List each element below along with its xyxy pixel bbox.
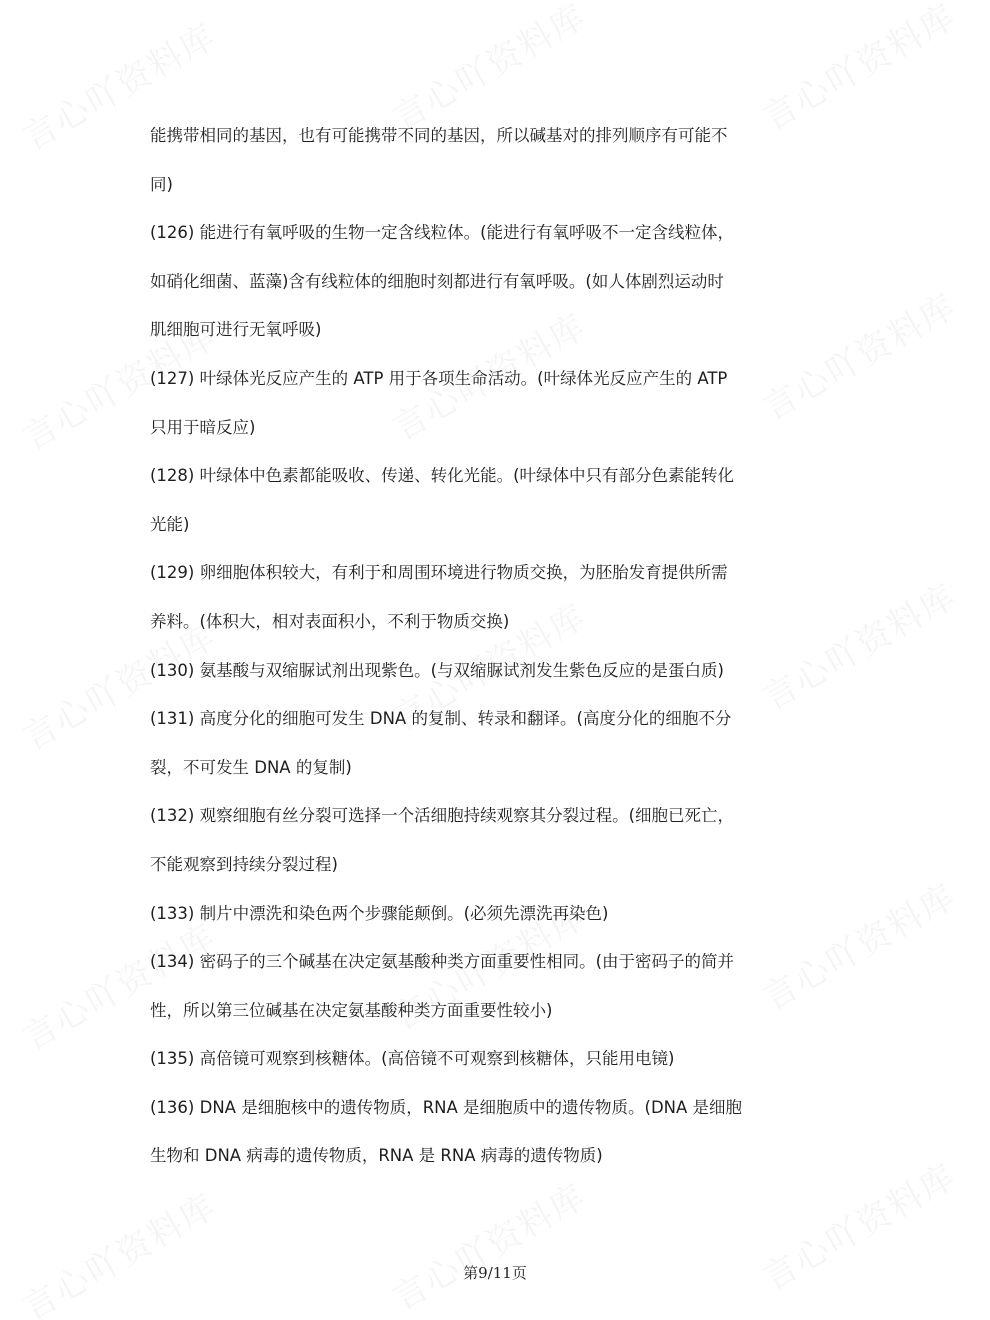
text-line: 养料。(体积大，相对表面积小，不利于物质交换) — [150, 611, 510, 631]
watermark — [382, 1169, 594, 1319]
page-number: 第9/11页 — [463, 1264, 527, 1282]
text-line: 如硝化细菌、蓝藻)含有线粒体的细胞时刻都进行有氧呼吸。(如人体剧烈运动时 — [150, 271, 724, 291]
text-line: 能携带相同的基因，也有可能携带不同的基因，所以碱基对的排列顺序有可能不 — [150, 126, 728, 145]
text-line: (134) 密码子的三个碱基在决定氨基酸种类方面重要性相同。(由于密码子的简并 — [150, 952, 735, 972]
text-line: (126) 能进行有氧呼吸的生物一定含线粒体。(能进行有氧呼吸不一定含线粒体， — [150, 223, 735, 243]
text-line: (130) 氨基酸与双缩脲试剂出现紫色。(与双缩脲试剂发生紫色反应的是蛋白质) — [150, 660, 724, 680]
text-line: 生物和 DNA 病毒的遗传物质，RNA 是 RNA 病毒的遗传物质) — [150, 1146, 603, 1166]
text-line: (127) 叶绿体光反应产生的 ATP 用于各项生命活动。(叶绿体光反应产生的 ATP — [150, 368, 728, 388]
text-line: (132) 观察细胞有丝分裂可选择一个活细胞持续观察其分裂过程。(细胞已死亡， — [150, 806, 735, 826]
document-body — [150, 112, 850, 1181]
text-line: (129) 卵细胞体积较大，有利于和周围环境进行物质交换，为胚胎发育提供所需 — [150, 563, 728, 583]
text-line: 只用于暗反应) — [150, 417, 256, 437]
text-line: (131) 高度分化的细胞可发生 DNA 的复制、转录和翻译。(高度分化的细胞不分 — [150, 709, 732, 729]
text-line: (136) DNA 是细胞核中的遗传物质，RNA 是细胞质中的遗传物质。(DNA 是细胞 — [150, 1097, 743, 1117]
text-line: (133) 制片中漂洗和染色两个步骤能颠倒。(必须先漂洗再染色) — [150, 903, 609, 923]
text-line: 同) — [150, 174, 173, 194]
text-line: 肌细胞可进行无氧呼吸) — [150, 320, 322, 340]
text-line: (128) 叶绿体中色素都能吸收、传递、转化光能。(叶绿体中只有部分色素能转化 — [150, 466, 735, 486]
text-line: 不能观察到持续分裂过程) — [150, 854, 338, 874]
text-line: 裂，不可发生 DNA 的复制) — [150, 757, 352, 777]
text-line: 光能) — [150, 514, 190, 534]
text-line: (135) 高倍镜可观察到核糖体。(高倍镜不可观察到核糖体，只能用电镜) — [150, 1049, 675, 1069]
watermark — [12, 1179, 224, 1320]
text-line: 性，所以第三位碱基在决定氨基酸种类方面重要性较小) — [150, 1000, 553, 1020]
